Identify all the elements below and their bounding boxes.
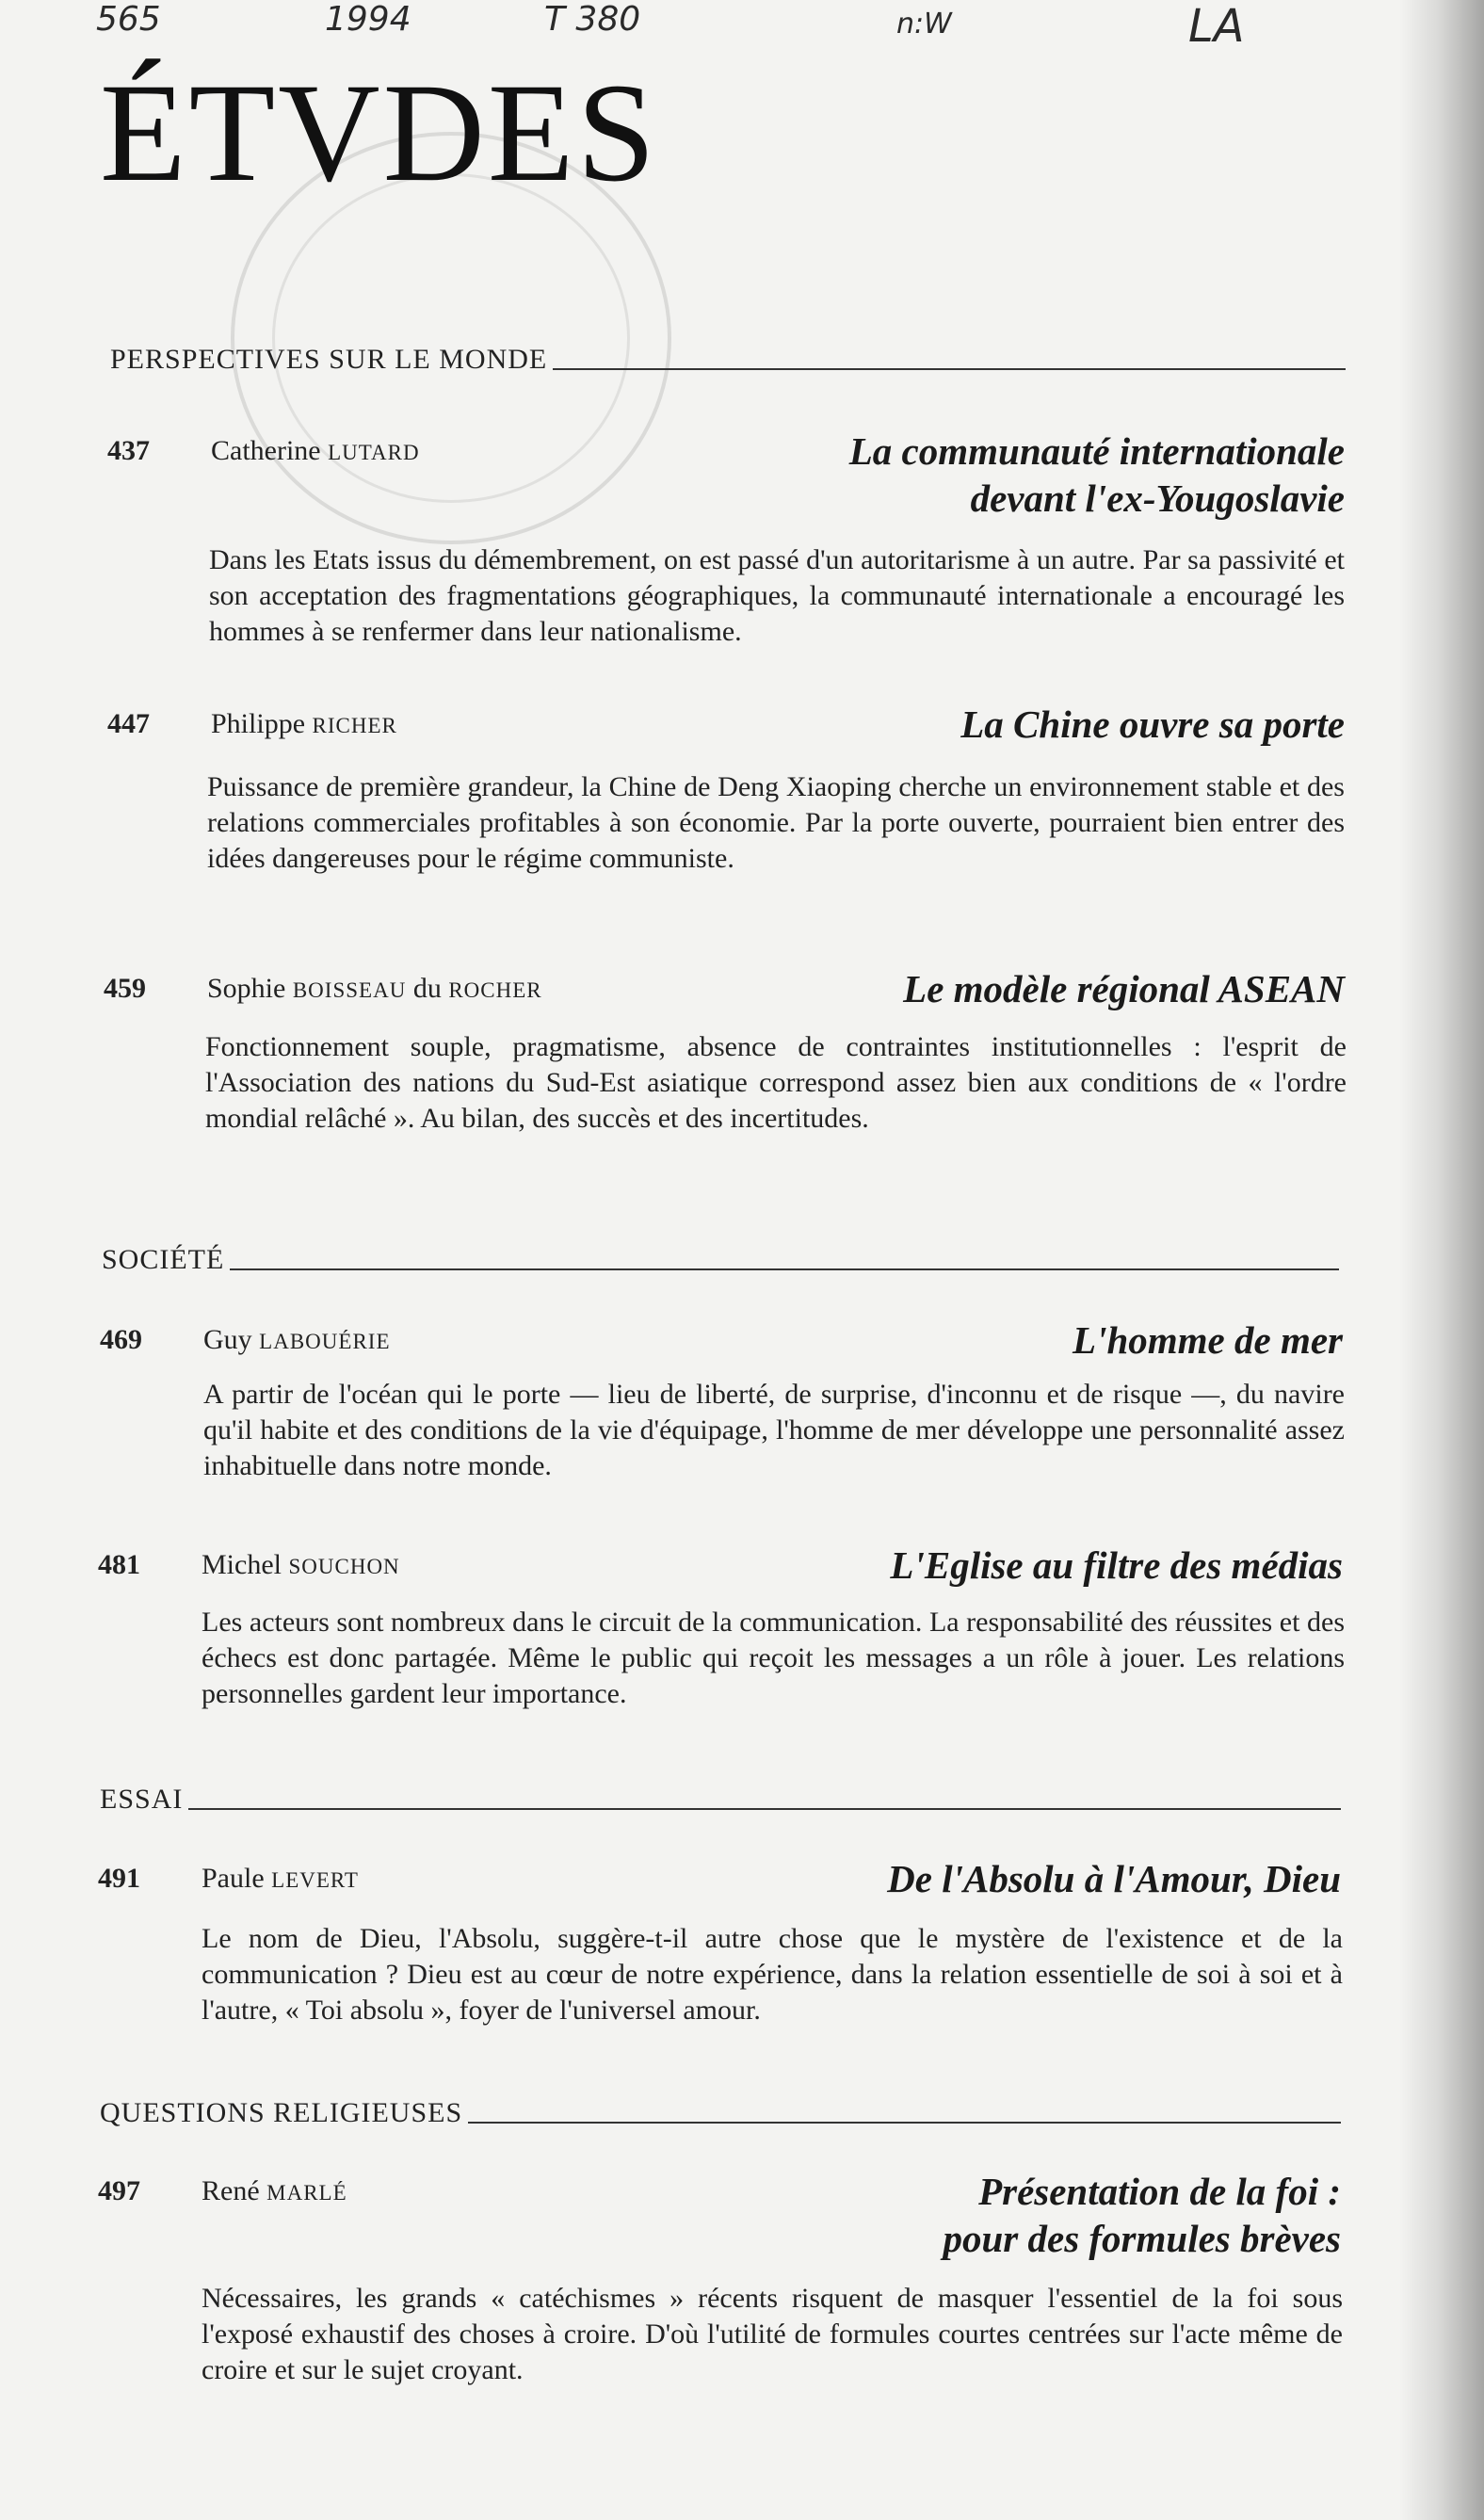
- article-abstract: Fonctionnement souple, pragmatisme, absence de contraintes institutionnelles : l'esprit de l'Association des nations du Sud-Est asiatique correspond assez bien aux conditions de « l'ordre mondial relâché ». Au bilan, des succès et des incertitudes.: [205, 1031, 1347, 1134]
- section-label: SOCIÉTÉ: [102, 1244, 225, 1275]
- author: [211, 435, 420, 467]
- author-last-name: ROCHER: [448, 978, 542, 1002]
- page-number: 437: [107, 435, 150, 466]
- article-title-line: Le modèle régional ASEAN: [903, 967, 1345, 1010]
- page-number: 497: [98, 2175, 140, 2206]
- handwritten-note: 1994: [325, 0, 411, 39]
- author-last-name: SOUCHON: [288, 1555, 400, 1578]
- article-title: [849, 428, 1345, 522]
- page-number: 491: [98, 1863, 140, 1894]
- article-title: [887, 1855, 1341, 1902]
- section-header: [102, 1244, 1339, 1276]
- section-rule: [468, 2122, 1341, 2124]
- author-first-name: Sophie: [207, 973, 286, 1004]
- author-last-name: RICHER: [312, 714, 397, 737]
- author-last-name: LEVERT: [271, 1868, 359, 1892]
- section-header: [110, 344, 1346, 376]
- article-title: [1073, 1317, 1343, 1364]
- section-header: [100, 2097, 1341, 2129]
- handwritten-note: n:W: [896, 8, 952, 40]
- article-abstract: Puissance de première grandeur, la Chine de Deng Xiaoping cherche un environnement stable et des relations commerciales profitables à son économie. Par la porte ouverte, pourraient bien entrer des idées dangereuses pour le régime communiste.: [207, 771, 1345, 874]
- article-title-line: La Chine ouvre sa porte: [960, 703, 1345, 746]
- article-title: [890, 1542, 1343, 1589]
- author-last-name: LUTARD: [328, 441, 420, 464]
- section-rule: [188, 1808, 1341, 1810]
- author-first-name: René: [202, 2175, 260, 2206]
- page-number: 459: [104, 973, 146, 1004]
- article-title: [903, 965, 1345, 1012]
- section-rule: [553, 368, 1346, 370]
- section-label: QUESTIONS RELIGIEUSES: [100, 2097, 463, 2128]
- article-title-line: De l'Absolu à l'Amour, Dieu: [887, 1857, 1341, 1900]
- article-abstract: Le nom de Dieu, l'Absolu, suggère-t-il autre chose que le mystère de l'existence et de la communication ? Dieu est au cœur de notre expérience, dans la relation essentielle de soi à soi et à l'autre, « Toi absolu », foyer de l'universel amour.: [202, 1923, 1343, 2026]
- article-title-line: devant l'ex-Yougoslavie: [970, 477, 1345, 520]
- author: [203, 1324, 391, 1356]
- section-header: [100, 1784, 1341, 1816]
- author: [202, 1863, 359, 1895]
- handwritten-note: LA: [1188, 0, 1245, 53]
- handwritten-note: 565: [96, 0, 161, 39]
- section-rule: [230, 1268, 1339, 1270]
- article-title: [960, 701, 1345, 748]
- author: [207, 973, 542, 1005]
- handwritten-note: T 380: [544, 0, 641, 39]
- author-last-name: MARLÉ: [266, 2181, 347, 2205]
- article-title-line: Présentation de la foi :: [978, 2170, 1341, 2213]
- article-abstract: Dans les Etats issus du démembrement, on est passé d'un autoritarisme à un autre. Par sa passivité et son acceptation des fragmentations géographiques, la communauté internationale a encouragé les hommes à se renfermer dans leur nationalisme.: [209, 544, 1345, 647]
- author: [202, 2175, 347, 2207]
- author-last-name: BOISSEAU: [292, 978, 407, 1002]
- journal-masthead: ÉTVDES: [100, 55, 658, 211]
- page-number: 447: [107, 708, 150, 739]
- author-first-name: Paule: [202, 1863, 265, 1894]
- article-title-line: L'homme de mer: [1073, 1318, 1343, 1362]
- section-label: ESSAI: [100, 1784, 184, 1815]
- author-first-name: Guy: [203, 1324, 252, 1355]
- article-title-line: La communauté internationale: [848, 429, 1345, 473]
- author-last-name: LABOUÉRIE: [259, 1330, 391, 1353]
- author: [202, 1549, 400, 1581]
- article-abstract: Les acteurs sont nombreux dans le circuit de la communication. La responsabilité des réussites et des échecs est donc partagée. Même le public qui reçoit les messages a un rôle à jouer. Les relations personnelles gardent leur importance.: [202, 1607, 1345, 1709]
- author-first-name: Catherine: [211, 435, 321, 466]
- page-number: 481: [98, 1549, 140, 1580]
- author: [211, 708, 397, 740]
- article-title: [943, 2168, 1341, 2262]
- binding-shadow: [1399, 0, 1484, 2520]
- article-title-line: L'Eglise au filtre des médias: [890, 1543, 1343, 1587]
- page-number: 469: [100, 1324, 142, 1355]
- article-abstract: A partir de l'océan qui le porte — lieu de liberté, de surprise, d'inconnu et de risque —, du navire qu'il habite et des conditions de la vie d'équipage, l'homme de mer développe une personnalité assez inhabituelle dans notre monde.: [203, 1379, 1345, 1481]
- section-label: PERSPECTIVES SUR LE MONDE: [110, 344, 548, 375]
- author-first-name: Philippe: [211, 708, 306, 739]
- author-particle: du: [412, 973, 442, 1004]
- author-first-name: Michel: [202, 1549, 282, 1580]
- article-abstract: Nécessaires, les grands « catéchismes » récents risquent de masquer l'essentiel de la foi sous l'exposé exhaustif des choses à croire. D'où l'utilité de formules courtes centrées sur l'acte même de croire et sur le sujet croyant.: [202, 2283, 1343, 2385]
- article-title-line: pour des formules brèves: [943, 2217, 1341, 2260]
